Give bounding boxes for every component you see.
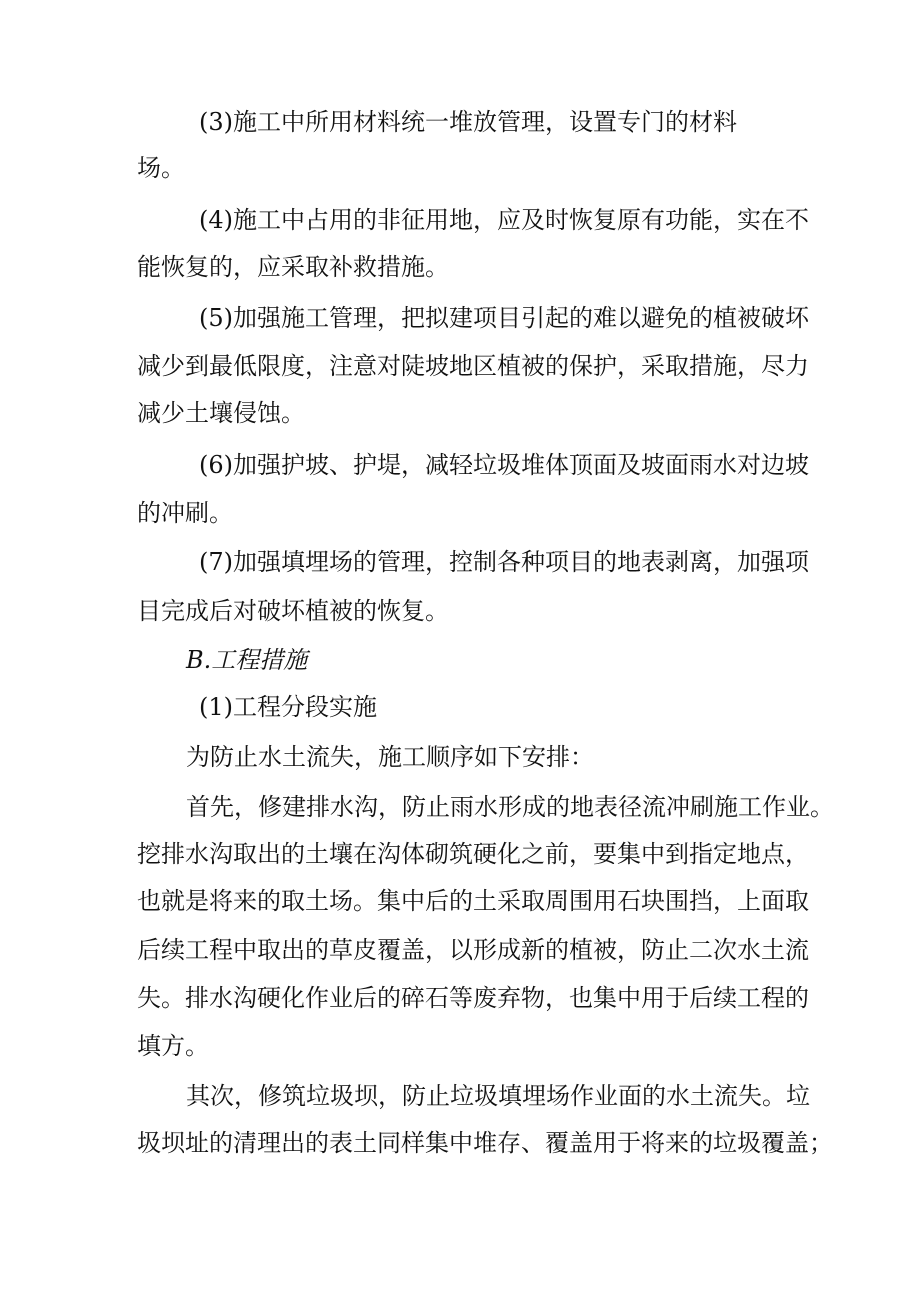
paragraph-line: 为防止水土流失，施工顺序如下安排： [186,743,594,771]
paragraph-line: 也就是将来的取土场。集中后的土采取周围用石块围挡，上面取 [137,887,809,915]
subsection-heading: (1)工程分段实施 [199,693,377,721]
paragraph-line: 的冲刷。 [137,499,233,527]
section-heading: B.工程措施 [186,646,308,674]
paragraph-line: 场。 [137,154,185,182]
paragraph-line: (3)施工中所用材料统一堆放管理，设置专门的材料 [199,108,737,136]
paragraph-line: (7)加强填埋场的管理，控制各种项目的地表剥离，加强项 [199,548,809,576]
paragraph-line: 首先，修建排水沟，防止雨水形成的地表径流冲刷施工作业。 [186,793,834,821]
paragraph-line: 其次，修筑垃圾坝，防止垃圾填埋场作业面的水土流失。垃 [186,1082,810,1110]
paragraph-line: (4)施工中占用的非征用地，应及时恢复原有功能，实在不 [199,206,809,234]
paragraph-line: 减少到最低限度，注意对陡坡地区植被的保护，采取措施，尽力 [137,352,809,380]
paragraph-line: 失。排水沟硬化作业后的碎石等废弃物，也集中用于后续工程的 [137,984,809,1012]
paragraph-line: 能恢复的，应采取补救措施。 [137,253,449,281]
paragraph-line: 减少土壤侵蚀。 [137,399,305,427]
paragraph-line: 圾坝址的清理出的表土同样集中堆存、覆盖用于将来的垃圾覆盖； [137,1129,833,1157]
paragraph-line: (5)加强施工管理，把拟建项目引起的难以避免的植被破坏 [199,304,809,332]
paragraph-line: (6)加强护坡、护堤，减轻垃圾堆体顶面及坡面雨水对边坡 [199,451,809,479]
paragraph-line: 挖排水沟取出的土壤在沟体砌筑硬化之前，要集中到指定地点， [137,840,809,868]
paragraph-line: 目完成后对破坏植被的恢复。 [137,597,449,625]
paragraph-line: 后续工程中取出的草皮覆盖，以形成新的植被，防止二次水土流 [137,936,809,964]
paragraph-line: 填方。 [137,1032,209,1060]
